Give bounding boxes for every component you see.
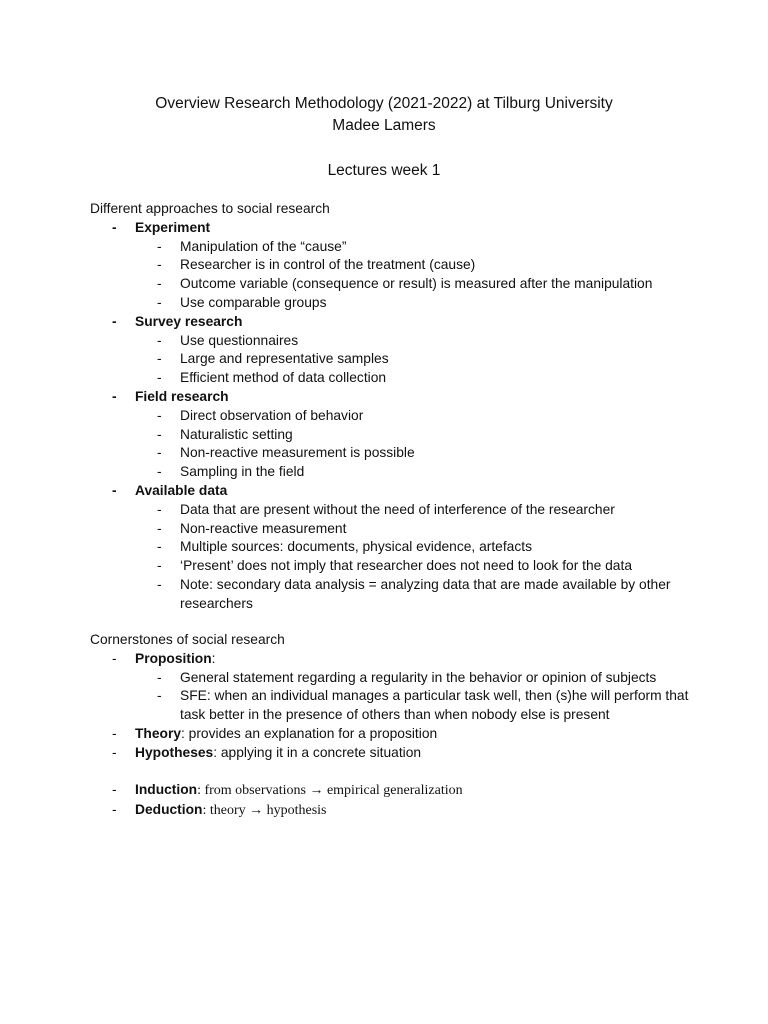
bullet-dash: - <box>157 370 162 386</box>
bullet-dash: - <box>157 407 162 423</box>
approach-item <box>0 219 768 238</box>
bullet-dash: - <box>157 332 162 348</box>
list-item-text: Non-reactive measurement is possible <box>180 445 415 461</box>
bullet-dash: - <box>112 219 117 235</box>
list-item-text: General statement regarding a regularity in the behavior or opinion of subjects <box>180 669 657 685</box>
bullet-dash: - <box>112 313 117 329</box>
lecture-title: Lectures week 1 <box>327 162 441 179</box>
cornerstone-label: Hypotheses <box>135 744 214 760</box>
list-item-text: Non-reactive measurement <box>180 520 347 536</box>
approach-label: Experiment <box>135 219 211 235</box>
list-item <box>0 369 768 388</box>
cornerstone-label: Theory <box>135 725 181 741</box>
cornerstone-text: : applying it in a concrete situation <box>213 744 422 760</box>
cornerstone-text: : theory → hypothesis <box>202 803 327 819</box>
list-item-text: Naturalistic setting <box>180 426 293 442</box>
list-item <box>0 557 768 576</box>
cornerstone-item <box>0 650 768 669</box>
bullet-dash: - <box>157 257 162 273</box>
list-item <box>0 275 768 294</box>
bullet-dash: - <box>157 688 162 704</box>
bullet-dash: - <box>157 426 162 442</box>
cornerstone-text: : provides an explanation for a proposition <box>181 725 438 741</box>
cornerstone-label: Induction <box>135 782 198 798</box>
list-item <box>0 463 768 482</box>
list-item-text: Note: secondary data analysis = analyzing data that are made available by other researchers <box>180 576 671 611</box>
list-item <box>0 687 768 725</box>
list-item <box>0 294 768 313</box>
list-item-text: Efficient method of data collection <box>180 370 387 386</box>
list-item <box>0 426 768 445</box>
approach-label: Field research <box>135 388 229 404</box>
cornerstones-section <box>0 631 768 821</box>
list-item <box>0 256 768 275</box>
cornerstone-text: : from observations → empirical generalization <box>197 783 463 799</box>
list-item-text: Data that are present without the need of interference of the researcher <box>180 501 615 517</box>
cornerstone-item <box>0 744 768 763</box>
list-item <box>0 444 768 463</box>
cornerstone-text: : <box>211 650 216 666</box>
cornerstone-item <box>0 725 768 744</box>
bullet-dash: - <box>157 351 162 367</box>
approaches-heading: Different approaches to social research <box>90 201 330 216</box>
bullet-dash: - <box>157 539 162 555</box>
list-item-text: Manipulation of the “cause” <box>180 238 347 254</box>
list-item <box>0 501 768 520</box>
list-item <box>0 332 768 351</box>
bullet-dash: - <box>157 276 162 292</box>
bullet-dash: - <box>112 725 117 741</box>
list-item <box>0 407 768 426</box>
cornerstone-item <box>0 781 768 801</box>
list-item-text: Use comparable groups <box>180 294 327 310</box>
bullet-dash: - <box>157 238 162 254</box>
approaches-section <box>0 200 768 614</box>
approach-item <box>0 482 768 501</box>
approach-item <box>0 388 768 407</box>
list-item-text: Use questionnaires <box>180 332 299 348</box>
document-author: Madee Lamers <box>332 117 436 134</box>
bullet-dash: - <box>157 576 162 592</box>
approach-item <box>0 313 768 332</box>
list-item-text: SFE: when an individual manages a particular task well, then (s)he will perform that task better in the presence of others than when nobody else is present <box>180 688 689 723</box>
document-header <box>0 93 768 137</box>
list-item-text: Sampling in the field <box>180 464 305 480</box>
bullet-dash: - <box>112 782 117 798</box>
bullet-dash: - <box>157 464 162 480</box>
bullet-dash: - <box>112 802 117 818</box>
list-item-text: Multiple sources: documents, physical evidence, artefacts <box>180 539 532 555</box>
cornerstone-item <box>0 801 768 821</box>
bullet-dash: - <box>112 744 117 760</box>
spacer <box>0 763 768 782</box>
list-item-text: Large and representative samples <box>180 351 389 367</box>
list-item <box>0 350 768 369</box>
list-item <box>0 520 768 539</box>
bullet-dash: - <box>157 501 162 517</box>
list-item <box>0 238 768 257</box>
list-item <box>0 538 768 557</box>
bullet-dash: - <box>112 650 117 666</box>
list-item-text: Direct observation of behavior <box>180 407 364 423</box>
bullet-dash: - <box>157 558 162 574</box>
approach-label: Survey research <box>135 313 243 329</box>
approach-label: Available data <box>135 482 228 498</box>
document-title: Overview Research Methodology (2021-2022) at Tilburg University <box>155 95 613 112</box>
bullet-dash: - <box>112 388 117 404</box>
list-item-text: Outcome variable (consequence or result) is measured after the manipulation <box>180 276 653 292</box>
list-item-text: ‘Present’ does not imply that researcher does not need to look for the data <box>180 558 632 574</box>
list-item <box>0 576 768 614</box>
bullet-dash: - <box>157 445 162 461</box>
list-item <box>0 669 768 688</box>
bullet-dash: - <box>157 520 162 536</box>
cornerstones-heading: Cornerstones of social research <box>90 632 285 647</box>
cornerstone-label: Deduction <box>135 802 203 818</box>
list-item-text: Researcher is in control of the treatment (cause) <box>180 257 476 273</box>
bullet-dash: - <box>112 482 117 498</box>
bullet-dash: - <box>157 669 162 685</box>
bullet-dash: - <box>157 294 162 310</box>
cornerstone-label: Proposition <box>135 650 212 666</box>
